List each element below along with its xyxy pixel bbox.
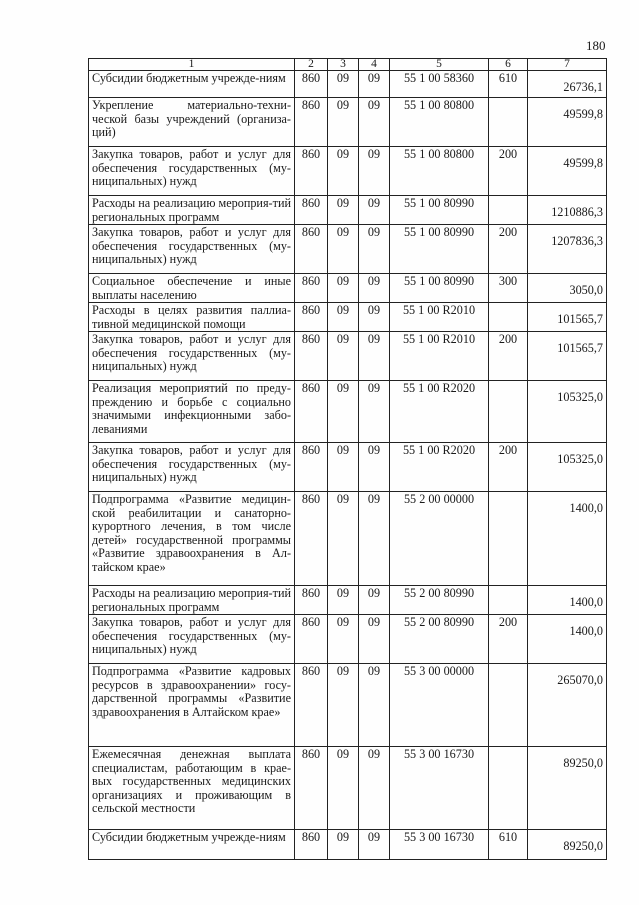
table-row: [89, 492, 607, 586]
amount-cell: 89250,0: [528, 830, 607, 860]
section-code-cell: 09: [328, 492, 359, 586]
section-code-cell: 09: [328, 830, 359, 860]
section-code-cell: 09: [328, 381, 359, 443]
section-code-cell: 09: [328, 303, 359, 332]
grbs-code-cell: 860: [295, 381, 328, 443]
target-article-cell: 55 1 00 R2020: [390, 443, 489, 492]
expense-type-cell: [489, 196, 528, 225]
amount-cell: 265070,0: [528, 664, 607, 747]
grbs-code-cell: 860: [295, 443, 328, 492]
grbs-code-cell: 860: [295, 71, 328, 98]
expense-type-cell: [489, 664, 528, 747]
table-row: [89, 664, 607, 747]
table-row: [89, 332, 607, 381]
grbs-code-cell: 860: [295, 492, 328, 586]
amount-cell: 89250,0: [528, 747, 607, 830]
row-name-cell: Подпрограмма «Развитие медицин-ской реабилитации и санаторно-курортного лечения, в том числе детей» государственной программы «Развитие здравоохранения в Ал-тайском крае»: [89, 492, 295, 586]
amount-cell: 3050,0: [528, 274, 607, 303]
subsection-code-cell: 09: [359, 303, 390, 332]
grbs-code-cell: 860: [295, 225, 328, 274]
table-row: [89, 98, 607, 147]
table-row: [89, 586, 607, 615]
section-code-cell: 09: [328, 664, 359, 747]
table-row: [89, 615, 607, 664]
section-code-cell: 09: [328, 332, 359, 381]
grbs-code-cell: 860: [295, 830, 328, 860]
grbs-code-cell: 860: [295, 747, 328, 830]
expense-type-cell: 200: [489, 332, 528, 381]
grbs-code-cell: 860: [295, 147, 328, 196]
expense-type-cell: 610: [489, 71, 528, 98]
subsection-code-cell: 09: [359, 586, 390, 615]
subsection-code-cell: 09: [359, 492, 390, 586]
page-number: 180: [586, 38, 606, 53]
section-code-cell: 09: [328, 274, 359, 303]
column-header: 7: [528, 59, 607, 71]
row-name-cell: Реализация мероприятий по преду-преждению и борьбе с социально значимыми инфекционными забо-леваниями: [89, 381, 295, 443]
expense-type-cell: 610: [489, 830, 528, 860]
column-header: 2: [295, 59, 328, 71]
row-name-cell: Расходы на реализацию мероприя-тий региональных программ: [89, 586, 295, 615]
amount-cell: 49599,8: [528, 98, 607, 147]
subsection-code-cell: 09: [359, 615, 390, 664]
grbs-code-cell: 860: [295, 332, 328, 381]
amount-cell: 105325,0: [528, 381, 607, 443]
section-code-cell: 09: [328, 196, 359, 225]
table-row: [89, 303, 607, 332]
table-row: [89, 381, 607, 443]
amount-cell: 1400,0: [528, 492, 607, 586]
table-row: [89, 443, 607, 492]
subsection-code-cell: 09: [359, 98, 390, 147]
expense-type-cell: [489, 586, 528, 615]
section-code-cell: 09: [328, 225, 359, 274]
row-name-cell: Укрепление материально-техни-ческой базы учреждений (организа-ций): [89, 98, 295, 147]
row-name-cell: Расходы в целях развития паллиа-тивной медицинской помощи: [89, 303, 295, 332]
target-article-cell: 55 1 00 80990: [390, 225, 489, 274]
expense-type-cell: 200: [489, 147, 528, 196]
subsection-code-cell: 09: [359, 381, 390, 443]
expense-type-cell: [489, 303, 528, 332]
table-row: [89, 225, 607, 274]
section-code-cell: 09: [328, 443, 359, 492]
row-name-cell: Расходы на реализацию мероприя-тий региональных программ: [89, 196, 295, 225]
expense-type-cell: 300: [489, 274, 528, 303]
row-name-cell: Закупка товаров, работ и услуг для обеспечения государственных (му-ниципальных) нужд: [89, 443, 295, 492]
grbs-code-cell: 860: [295, 615, 328, 664]
row-name-cell: Закупка товаров, работ и услуг для обеспечения государственных (му-ниципальных) нужд: [89, 225, 295, 274]
target-article-cell: 55 1 00 58360: [390, 71, 489, 98]
amount-cell: 1207836,3: [528, 225, 607, 274]
amount-cell: 1400,0: [528, 586, 607, 615]
target-article-cell: 55 1 00 R2010: [390, 332, 489, 381]
grbs-code-cell: 860: [295, 664, 328, 747]
expense-type-cell: [489, 98, 528, 147]
section-code-cell: 09: [328, 615, 359, 664]
budget-table: [88, 58, 607, 860]
expense-type-cell: [489, 381, 528, 443]
section-code-cell: 09: [328, 147, 359, 196]
row-name-cell: Социальное обеспечение и иные выплаты населению: [89, 274, 295, 303]
target-article-cell: 55 1 00 R2020: [390, 381, 489, 443]
table-row: [89, 71, 607, 98]
section-code-cell: 09: [328, 98, 359, 147]
grbs-code-cell: 860: [295, 303, 328, 332]
column-header: 3: [328, 59, 359, 71]
subsection-code-cell: 09: [359, 830, 390, 860]
subsection-code-cell: 09: [359, 274, 390, 303]
amount-cell: 105325,0: [528, 443, 607, 492]
row-name-cell: Субсидии бюджетным учрежде-ниям: [89, 830, 295, 860]
table-row: [89, 196, 607, 225]
expense-type-cell: [489, 492, 528, 586]
target-article-cell: 55 2 00 00000: [390, 492, 489, 586]
row-name-cell: Закупка товаров, работ и услуг для обеспечения государственных (му-ниципальных) нужд: [89, 147, 295, 196]
subsection-code-cell: 09: [359, 147, 390, 196]
table-row: [89, 274, 607, 303]
subsection-code-cell: 09: [359, 71, 390, 98]
row-name-cell: Субсидии бюджетным учрежде-ниям: [89, 71, 295, 98]
amount-cell: 1400,0: [528, 615, 607, 664]
row-name-cell: Ежемесячная денежная выплата специалистам, работающим в крае-вых государственных медицинских организациях и проживающим в сельской местности: [89, 747, 295, 830]
subsection-code-cell: 09: [359, 225, 390, 274]
table-row: [89, 747, 607, 830]
target-article-cell: 55 3 00 16730: [390, 747, 489, 830]
section-code-cell: 09: [328, 747, 359, 830]
target-article-cell: 55 3 00 16730: [390, 830, 489, 860]
grbs-code-cell: 860: [295, 98, 328, 147]
subsection-code-cell: 09: [359, 332, 390, 381]
expense-type-cell: 200: [489, 443, 528, 492]
expense-type-cell: 200: [489, 615, 528, 664]
target-article-cell: 55 1 00 80990: [390, 196, 489, 225]
grbs-code-cell: 860: [295, 586, 328, 615]
subsection-code-cell: 09: [359, 747, 390, 830]
amount-cell: 101565,7: [528, 332, 607, 381]
target-article-cell: 55 2 00 80990: [390, 615, 489, 664]
expense-type-cell: [489, 747, 528, 830]
subsection-code-cell: 09: [359, 196, 390, 225]
row-name-cell: Закупка товаров, работ и услуг для обеспечения государственных (му-ниципальных) нужд: [89, 332, 295, 381]
amount-cell: 1210886,3: [528, 196, 607, 225]
column-header: 1: [89, 59, 295, 71]
target-article-cell: 55 1 00 80990: [390, 274, 489, 303]
grbs-code-cell: 860: [295, 274, 328, 303]
subsection-code-cell: 09: [359, 664, 390, 747]
target-article-cell: 55 3 00 00000: [390, 664, 489, 747]
column-header: 6: [489, 59, 528, 71]
subsection-code-cell: 09: [359, 443, 390, 492]
target-article-cell: 55 1 00 R2010: [390, 303, 489, 332]
grbs-code-cell: 860: [295, 196, 328, 225]
expense-type-cell: 200: [489, 225, 528, 274]
table-row: [89, 830, 607, 860]
column-header: 5: [390, 59, 489, 71]
amount-cell: 101565,7: [528, 303, 607, 332]
target-article-cell: 55 2 00 80990: [390, 586, 489, 615]
row-name-cell: Закупка товаров, работ и услуг для обеспечения государственных (му-ниципальных) нужд: [89, 615, 295, 664]
amount-cell: 49599,8: [528, 147, 607, 196]
section-code-cell: 09: [328, 71, 359, 98]
table-row: [89, 147, 607, 196]
target-article-cell: 55 1 00 80800: [390, 98, 489, 147]
amount-cell: 26736,1: [528, 71, 607, 98]
target-article-cell: 55 1 00 80800: [390, 147, 489, 196]
section-code-cell: 09: [328, 586, 359, 615]
header-row: [89, 59, 607, 71]
row-name-cell: Подпрограмма «Развитие кадровых ресурсов в здравоохранении» госу-дарственной программы «Развитие здравоохранения в Алтайском крае»: [89, 664, 295, 747]
column-header: 4: [359, 59, 390, 71]
